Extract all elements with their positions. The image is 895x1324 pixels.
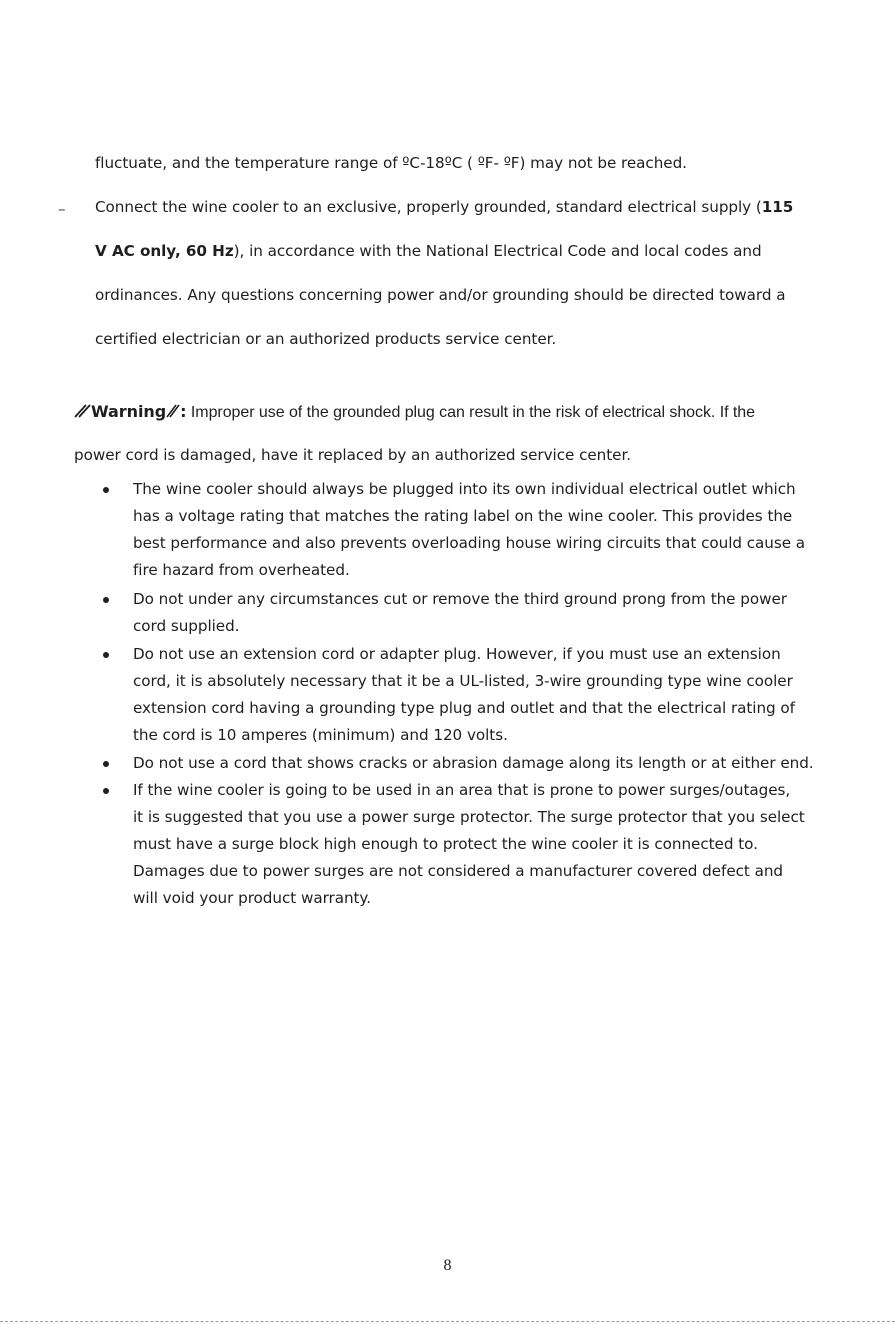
connect-line-2 — [95, 242, 762, 260]
warning-line-2: power cord is damaged, have it replaced by an authorized service center. — [74, 446, 632, 464]
bullet-dot — [103, 597, 109, 603]
bullet-line: Do not under any circumstances cut or remove the third ground prong from the power — [133, 590, 787, 608]
bullet-line: Do not use a cord that shows cracks or abrasion damage along its length or at either end. — [133, 754, 814, 772]
page-number: 8 — [443, 1257, 452, 1274]
bullet-line: The wine cooler should always be plugged into its own individual electrical outlet which — [133, 480, 796, 498]
bullet-line: the cord is 10 amperes (minimum) and 120 volts. — [133, 726, 508, 744]
connect-text: Connect the wine cooler to an exclusive, properly grounded, standard electrical supply ( — [95, 198, 762, 216]
warning-text: Improper use of the grounded plug can result in the risk of electrical shock. If the — [186, 404, 756, 421]
connect-line-4: certified electrician or an authorized products service center. — [95, 330, 557, 348]
voltage-spec-bold: V AC only, 60 Hz — [95, 242, 234, 260]
bullet-line: will void your product warranty. — [133, 889, 371, 907]
warning-label: Warning — [91, 402, 167, 421]
bullet-dot — [103, 788, 109, 794]
warning-icon — [166, 404, 180, 421]
bullet-dot — [103, 487, 109, 493]
dash-marker: – — [58, 200, 66, 218]
bullet-dot — [103, 761, 109, 767]
connect-line-3: ordinances. Any questions concerning power and/or grounding should be directed toward a — [95, 286, 786, 304]
warning-colon: : — [180, 402, 187, 421]
bullet-dot — [103, 652, 109, 658]
connect-text: ), in accordance with the National Electrical Code and local codes and — [233, 242, 762, 260]
bullet-line: it is suggested that you use a power surge protector. The surge protector that you select — [133, 808, 805, 826]
warning-icon — [74, 404, 91, 421]
bullet-line: has a voltage rating that matches the rating label on the wine cooler. This provides the — [133, 507, 793, 525]
bullet-line: extension cord having a grounding type plug and outlet and that the electrical rating of — [133, 699, 795, 717]
bullet-line: fire hazard from overheated. — [133, 561, 350, 579]
voltage-bold: 115 — [761, 198, 794, 216]
bullet-line: must have a surge block high enough to protect the wine cooler it is connected to. — [133, 835, 758, 853]
connect-line-1 — [95, 198, 793, 216]
bullet-line: Damages due to power surges are not considered a manufacturer covered defect and — [133, 862, 784, 880]
bullet-line: Do not use an extension cord or adapter plug. However, if you must use an extension — [133, 645, 781, 663]
bullet-line: best performance and also prevents overloading house wiring circuits that could cause a — [133, 534, 806, 552]
warning-line — [74, 402, 755, 422]
footer-rule — [0, 1321, 895, 1322]
bullet-line: cord, it is absolutely necessary that it be a UL-listed, 3-wire grounding type wine cooler — [133, 672, 793, 690]
bullet-line: If the wine cooler is going to be used in an area that is prone to power surges/outages, — [133, 781, 791, 799]
paragraph-line: fluctuate, and the temperature range of ºC-18ºC ( ºF- ºF) may not be reached. — [95, 154, 687, 172]
bullet-line: cord supplied. — [133, 617, 240, 635]
